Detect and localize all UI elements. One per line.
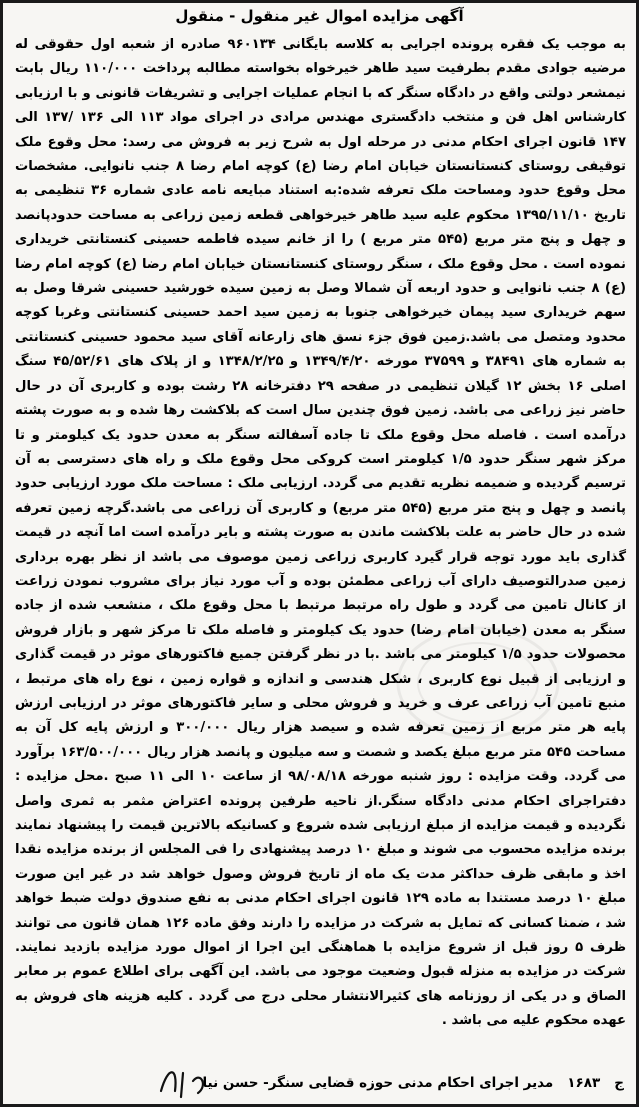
notice-title: آگهی مزایده اموال غیر منقول - منقول (175, 7, 464, 25)
notice-body: به موجب یک فقره پرونده اجرایی به کلاسه بایگانی ۹۶۰۱۳۴ صادره از شعبه اول حقوقی له مرضیه جوادی مقدم بطرفیت سید طاهر خیرخواه بخواسته مطالبه پرداخت ۱۱۰/۰۰۰ ریال بابت نیمشعر دولتی واقع در دادگاه سنگر که با انجام عملیات اجرایی و تشریفات قانونی و با ارزیابی کارشناس اهل فن و منتخب دادگستری مهندس مرادی در اجرای مواد ۱۱۳ الی ۱۳۶ /۱۳۷ الی ۱۴۷ قانون اجرای احکام مدنی در مرحله اول به شرح زیر به فروش می رسد: محل وقوع ملک توقیفی روستای کنستانستان خیابان امام رضا (ع) کوچه امام رضا ۸ جنب نانوایی. مشخصات محل وقوع حدود ومساحت ملک تعرفه شده:به استناد مبایعه نامه عادی شماره ۳۶ تنظیمی به تاریخ ۱۳۹۵/۱۱/۱۰ محکوم علیه سید طاهر خیرخواهی قطعه زمین زراعی به مساحت حدودپانصد و چهل و پنج متر مربع (۵۴۵ متر مربع ) را از خانم سیده فاطمه حسینی کنستانتی خریداری نموده است . محل وقوع ملک ، سنگر روستای کنستانستان خیابان امام رضا (ع) کوچه امام رضا (ع) ۸ جنب نانوایی و حدود اربعه آن شمالا وصل به زمین سیده خورشید حسینی شرقا وصل به سهم خریداری سید پیمان خیرخواهی جنوبا به زمین سید احمد حسینی کنستانتی وغربا کوچه محدود ومتصل می باشد.زمین فوق جزء نسق های زارعانه آقای سید محمود حسینی کنستانتی به شماره های ۳۸۴۹۱ و ۳۷۵۹۹ مورخه ۱۳۴۹/۴/۲۰ و ۱۳۴۸/۲/۲۵ و از پلاک های ۴۵/۵۲/۶۱ سنگ اصلی ۱۶ بخش ۱۲ گیلان تنظیمی در صفحه ۲۹ دفترخانه ۲۸ رشت بوده و کاربری آن در حال حاضر نیز زراعی می باشد. زمین فوق چندین سال است که بلاکشت رها شده و به صورت پشته درآمده است . فاصله محل وقوع ملک تا جاده آسفالته سنگر به معدن حدود یک کیلومتر و تا مرکز شهر سنگر حدود ۱/۵ کیلومتر است کروکی محل وقوع ملک و راه های دسترسی به آن ترسیم گردیده و ضمیمه نظریه تقدیم می گردد. ارزیابی ملک : مساحت ملک مورد ارزیابی حدود پانصد و چهل و پنج متر مربع (۵۴۵ متر مربع) و کاربری آن زراعی می باشد.گرچه زمین تعرفه شده در حال حاضر به علت بلاکشت ماندن به صورت پشته و بایر درآمده است اما آنچه در قیمت گذاری باید مورد توجه قرار گیرد کاربری زراعی زمین موصوف می باشد از نظر بهره برداری زمین صدرالتوصیف دارای آب زراعی مطمئن بوده و آب مورد نیاز برای مشروب نمودن زراعت از کانال تامین می گردد و طول راه مرتبط مرتبط با محل وقوع ملک ، منشعب شده از جاده سنگر به معدن (خیابان امام رضا) حدود یک کیلومتر و فاصله ملک تا مرکز شهر و بازار فروش محصولات حدود ۱/۵ کیلومتر می باشد .با در نظر گرفتن جمیع فاکتورهای موثر در قیمت گذاری و ارزیابی از قبیل نوع کاربری ، شکل هندسی و اندازه و قواره زمین ، نوع راه های مرتبط ، منبع تامین آب زراعی عرف و خرید و فروش محلی و سایر فاکتورهای موثر در ارزیابی ارزش پایه هر متر مربع از زمین تعرفه شده و سیصد هزار ریال ۳۰۰/۰۰۰ و ارزش پایه کل آن به مساحت ۵۴۵ متر مربع مبلغ یکصد و شصت و سه میلیون و پانصد هزار ریال ۱۶۳/۵۰۰/۰۰۰ برآورد می گردد. وقت مزایده : روز شنبه مورخه ۹۸/۰۸/۱۸ از ساعت ۱۰ الی ۱۱ صبح .محل مزایده : دفتراجرای احکام مدنی دادگاه سنگر.از ناحیه طرفین پرونده اعتراض مثمر به ثمری واصل نگردیده و قیمت مزایده از مبلغ ارزیابی شده شروع و کسانیکه بالاترین قیمت را پیشنهاد نمایند برنده مزایده محسوب می شوند و مبلغ ۱۰ درصد پیشنهادی را فی المجلس از برنده مزایده نقدا اخذ و مابقی ظرف حداکثر مدت یک ماه از تاریخ فروش وصول خواهد شد در غیر این صورت مبلغ ۱۰ درصد مستندا به ماده ۱۲۹ قانون اجرای احکام مدنی به نفع صندوق دولت ضبط خواهد شد ، ضمنا کسانی که تمایل به شرکت در مزایده را دارند وفق ماده ۱۲۶ همان قانون می توانند ظرف ۵ روز قبل از شروع مزایده با هماهنگی این اجرا از اموال مورد مزایده بازدید نمایند. شرکت در مزایده به منزله قبول وضعیت موجود می باشد. این آگهی برای اطلاع عموم بر معابر الصاق و در یکی از روزنامه های کثیرالانتشار محلی درج می گردد . کلیه هزینه های فروش به عهده محکوم علیه می باشد . (15, 37, 627, 1029)
notice-code-number: ۱۶۸۳ (567, 1075, 601, 1091)
notice-signature: مدیر اجرای احکام مدنی حوزه قضایی سنگر- حسن نیا (202, 1075, 554, 1091)
handwritten-signature (153, 1061, 213, 1101)
notice-footer (15, 1075, 624, 1091)
notice-code-letter: ج (614, 1075, 624, 1091)
